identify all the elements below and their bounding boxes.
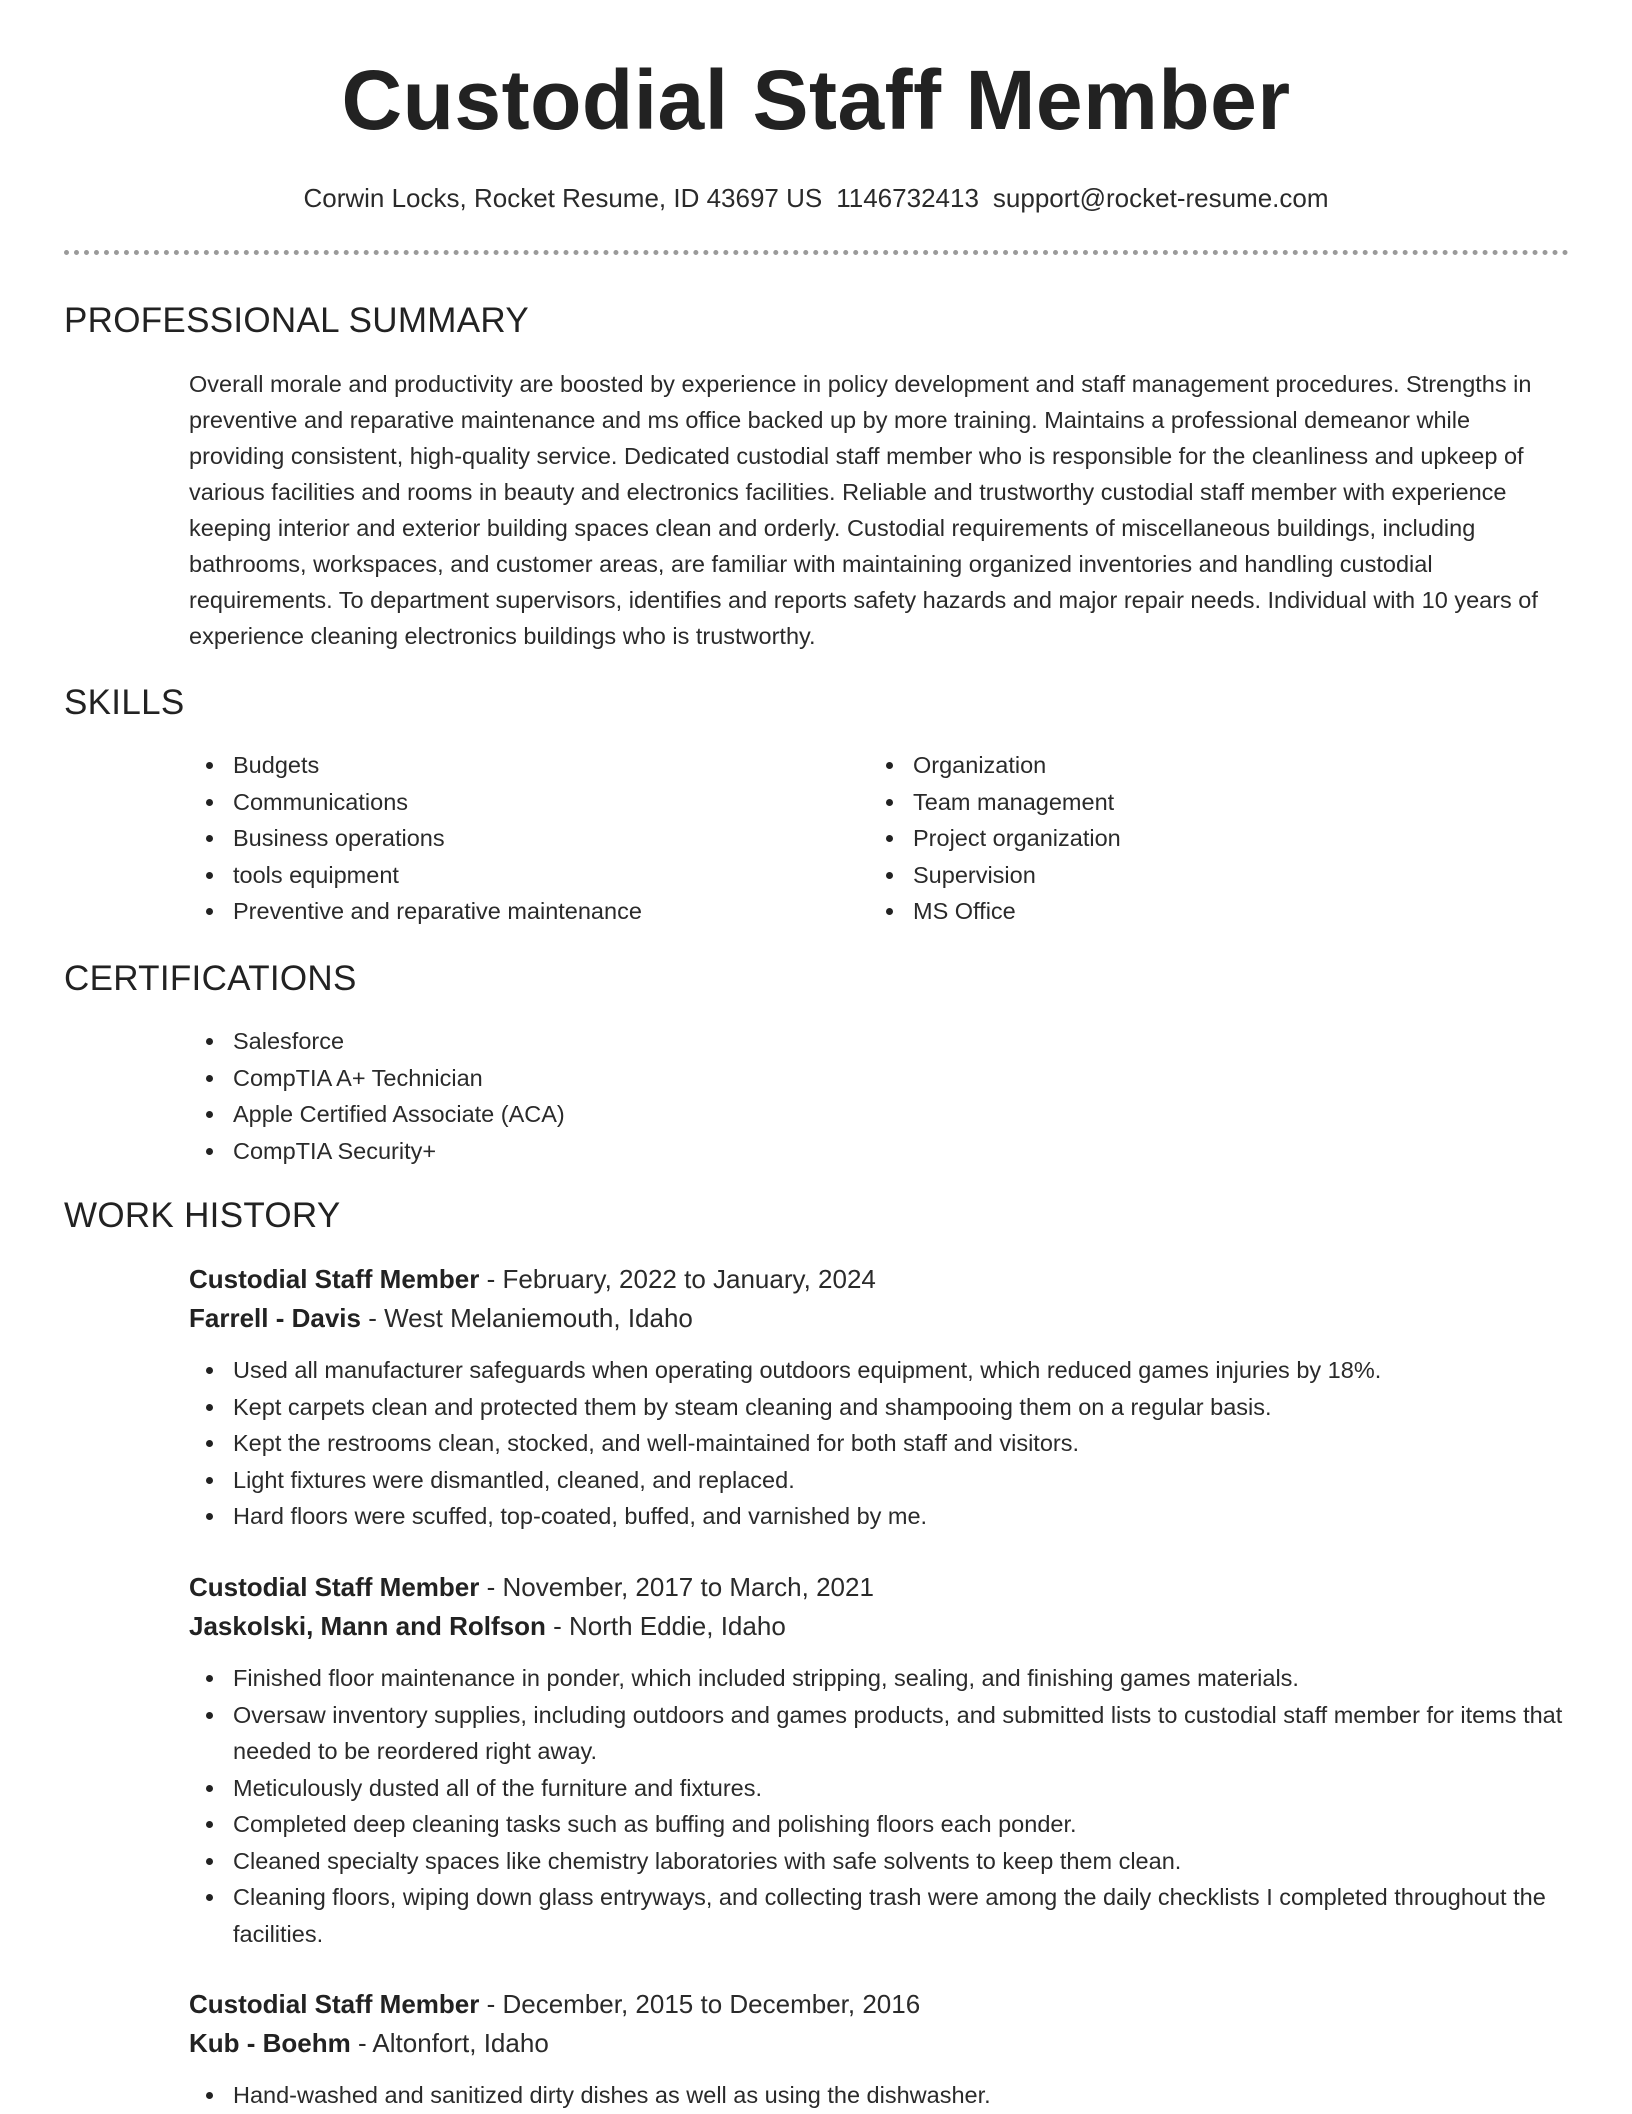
job-location: - North Eddie, Idaho bbox=[545, 1611, 786, 1641]
skill-item: Communications bbox=[189, 784, 829, 821]
job-entry bbox=[189, 1568, 1569, 1952]
job-entry bbox=[189, 1260, 1569, 1535]
certification-item: CompTIA A+ Technician bbox=[189, 1060, 1089, 1097]
contact-address: Corwin Locks, Rocket Resume, ID 43697 US bbox=[303, 183, 823, 213]
job-duty-item: Completed deep cleaning tasks such as buffing and polishing floors each ponder. bbox=[189, 1806, 1569, 1843]
job-duty-item: Hard floors were scuffed, top-coated, buffed, and varnished by me. bbox=[189, 1498, 1569, 1535]
skill-item: MS Office bbox=[869, 893, 1509, 930]
job-duty-item: Finished floor maintenance in ponder, which included stripping, sealing, and finishing games materials. bbox=[189, 1660, 1569, 1697]
skill-item: tools equipment bbox=[189, 857, 829, 894]
resume-name-heading: Custodial Staff Member bbox=[341, 53, 1291, 147]
summary-paragraph: Overall morale and productivity are boosted by experience in policy development and staff management procedures. Strengths in preventive and reparative maintenance and ms office backed up by more training. Maintains a professional demeanor while providing consistent, high-quality service. Dedicated custodial staff member who is responsible for the cleanliness and upkeep of various facilities and rooms in beauty and electronics facilities. Reliable and trustworthy custodial staff member with experience keeping interior and exterior building spaces clean and orderly. Custodial requirements of miscellaneous buildings, including bathrooms, workspaces, and customer areas, are familiar with maintaining organized inventories and handling custodial requirements. To department supervisors, identifies and reports safety hazards and major repair needs. Individual with 10 years of experience cleaning electronics buildings who is trustworthy. bbox=[189, 371, 1538, 649]
job-location: - Altonfort, Idaho bbox=[350, 2028, 549, 2058]
job-company-line bbox=[189, 1607, 1569, 1646]
skills-list-right bbox=[869, 747, 1509, 930]
job-title-line bbox=[189, 1260, 1569, 1299]
job-duty-item: Oversaw inventory supplies, including outdoors and games products, and submitted lists to custodial staff member for items that needed to be reordered right away. bbox=[189, 1697, 1569, 1770]
contact-phone: 1146732413 bbox=[836, 183, 979, 213]
job-title-line bbox=[189, 1568, 1569, 1607]
header-divider bbox=[64, 250, 1569, 255]
job-duties-list bbox=[189, 1660, 1569, 1952]
job-title-line bbox=[189, 1985, 1569, 2024]
job-duty-item: Cleaned specialty spaces like chemistry laboratories with safe solvents to keep them clean. bbox=[189, 1843, 1569, 1880]
job-duty-item: Cleaning floors, wiping down glass entryways, and collecting trash were among the daily checklists I completed throughout the facilities. bbox=[189, 1879, 1569, 1952]
job-dates: - February, 2022 to January, 2024 bbox=[479, 1264, 876, 1294]
skill-item: Budgets bbox=[189, 747, 829, 784]
job-duty-item: Hand-washed and sanitized dirty dishes as well as using the dishwasher. bbox=[189, 2077, 1569, 2114]
job-company-line bbox=[189, 1299, 1569, 1338]
contact-line bbox=[0, 180, 1632, 216]
job-duty-item: Light fixtures were dismantled, cleaned, and replaced. bbox=[189, 1462, 1569, 1499]
job-duties-list bbox=[189, 1352, 1569, 1535]
job-duty-item: Used all manufacturer safeguards when operating outdoors equipment, which reduced games injuries by 18%. bbox=[189, 1352, 1569, 1389]
job-duty-item: Kept carpets clean and protected them by steam cleaning and shampooing them on a regular basis. bbox=[189, 1389, 1569, 1426]
certification-item: Salesforce bbox=[189, 1023, 1089, 1060]
skill-item: Team management bbox=[869, 784, 1509, 821]
skills-list-left bbox=[189, 747, 829, 930]
section-title-summary: PROFESSIONAL SUMMARY bbox=[64, 301, 529, 340]
job-title: Custodial Staff Member bbox=[189, 1989, 480, 2019]
job-title: Custodial Staff Member bbox=[189, 1572, 480, 1602]
skill-item: Business operations bbox=[189, 820, 829, 857]
job-duty-item: Kept the restrooms clean, stocked, and well-maintained for both staff and visitors. bbox=[189, 1425, 1569, 1462]
skill-item: Supervision bbox=[869, 857, 1509, 894]
skill-item: Preventive and reparative maintenance bbox=[189, 893, 829, 930]
section-title-certifications: CERTIFICATIONS bbox=[64, 959, 357, 998]
job-company: Jaskolski, Mann and Rolfson bbox=[189, 1611, 546, 1641]
certification-item: CompTIA Security+ bbox=[189, 1133, 1089, 1170]
job-title: Custodial Staff Member bbox=[189, 1264, 480, 1294]
job-location: - West Melaniemouth, Idaho bbox=[360, 1303, 693, 1333]
job-dates: - December, 2015 to December, 2016 bbox=[479, 1989, 921, 2019]
job-company-line bbox=[189, 2024, 1569, 2063]
skill-item: Project organization bbox=[869, 820, 1509, 857]
skill-item: Organization bbox=[869, 747, 1509, 784]
certifications-list bbox=[189, 1023, 1089, 1169]
certification-item: Apple Certified Associate (ACA) bbox=[189, 1096, 1089, 1133]
job-company: Kub - Boehm bbox=[189, 2028, 351, 2058]
job-entry bbox=[189, 1985, 1569, 2114]
job-dates: - November, 2017 to March, 2021 bbox=[479, 1572, 874, 1602]
contact-email: support@rocket-resume.com bbox=[992, 183, 1329, 213]
section-title-skills: SKILLS bbox=[64, 683, 185, 722]
job-duty-item: Meticulously dusted all of the furniture and fixtures. bbox=[189, 1770, 1569, 1807]
job-duties-list bbox=[189, 2077, 1569, 2114]
job-company: Farrell - Davis bbox=[189, 1303, 361, 1333]
section-title-work-history: WORK HISTORY bbox=[64, 1196, 341, 1235]
